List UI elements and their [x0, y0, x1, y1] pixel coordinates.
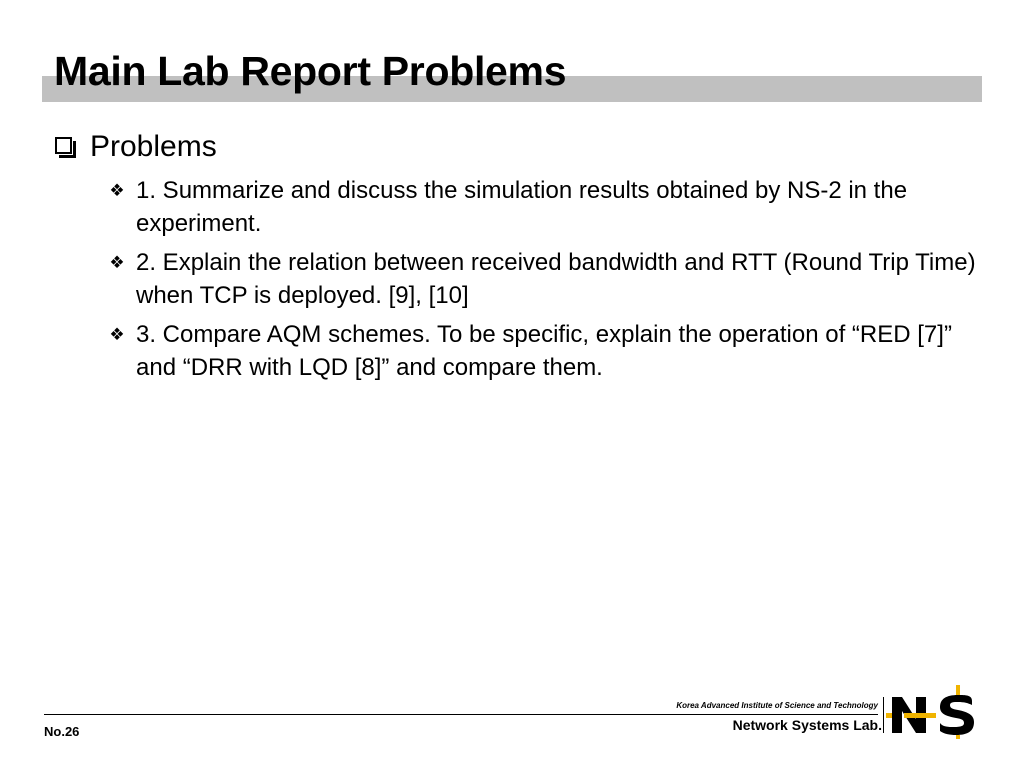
list-item-text: 2. Explain the relation between received bandwidth and RTT (Round Trip Time) when TCP is deployed. [9], [10] [136, 249, 976, 309]
section-heading: Problems [90, 130, 217, 163]
footer-vertical-divider [883, 697, 884, 733]
four-diamond-icon: ❖ [109, 181, 125, 200]
footer-divider [44, 714, 878, 715]
four-diamond-icon: ❖ [109, 325, 125, 344]
four-diamond-icon: ❖ [109, 253, 125, 272]
checkbox-square-icon [54, 127, 80, 167]
page-number: No.26 [44, 724, 80, 739]
list-item [106, 174, 984, 240]
ns-lab-logo [886, 683, 982, 739]
institution-name: Korea Advanced Institute of Science and Technology [676, 701, 878, 710]
problem-list [54, 174, 984, 384]
list-item-text: 3. Compare AQM schemes. To be specific, explain the operation of “RED [7]” and “DRR with LQD [8]” and compare them. [136, 321, 952, 381]
list-item [106, 318, 984, 384]
list-item [106, 246, 984, 312]
lab-name: Network Systems Lab. [732, 717, 882, 733]
slide-content [54, 127, 984, 384]
list-item-text: 1. Summarize and discuss the simulation results obtained by NS-2 in the experiment. [136, 177, 908, 237]
section-heading-row [54, 127, 984, 167]
slide-title: Main Lab Report Problems [54, 48, 567, 94]
